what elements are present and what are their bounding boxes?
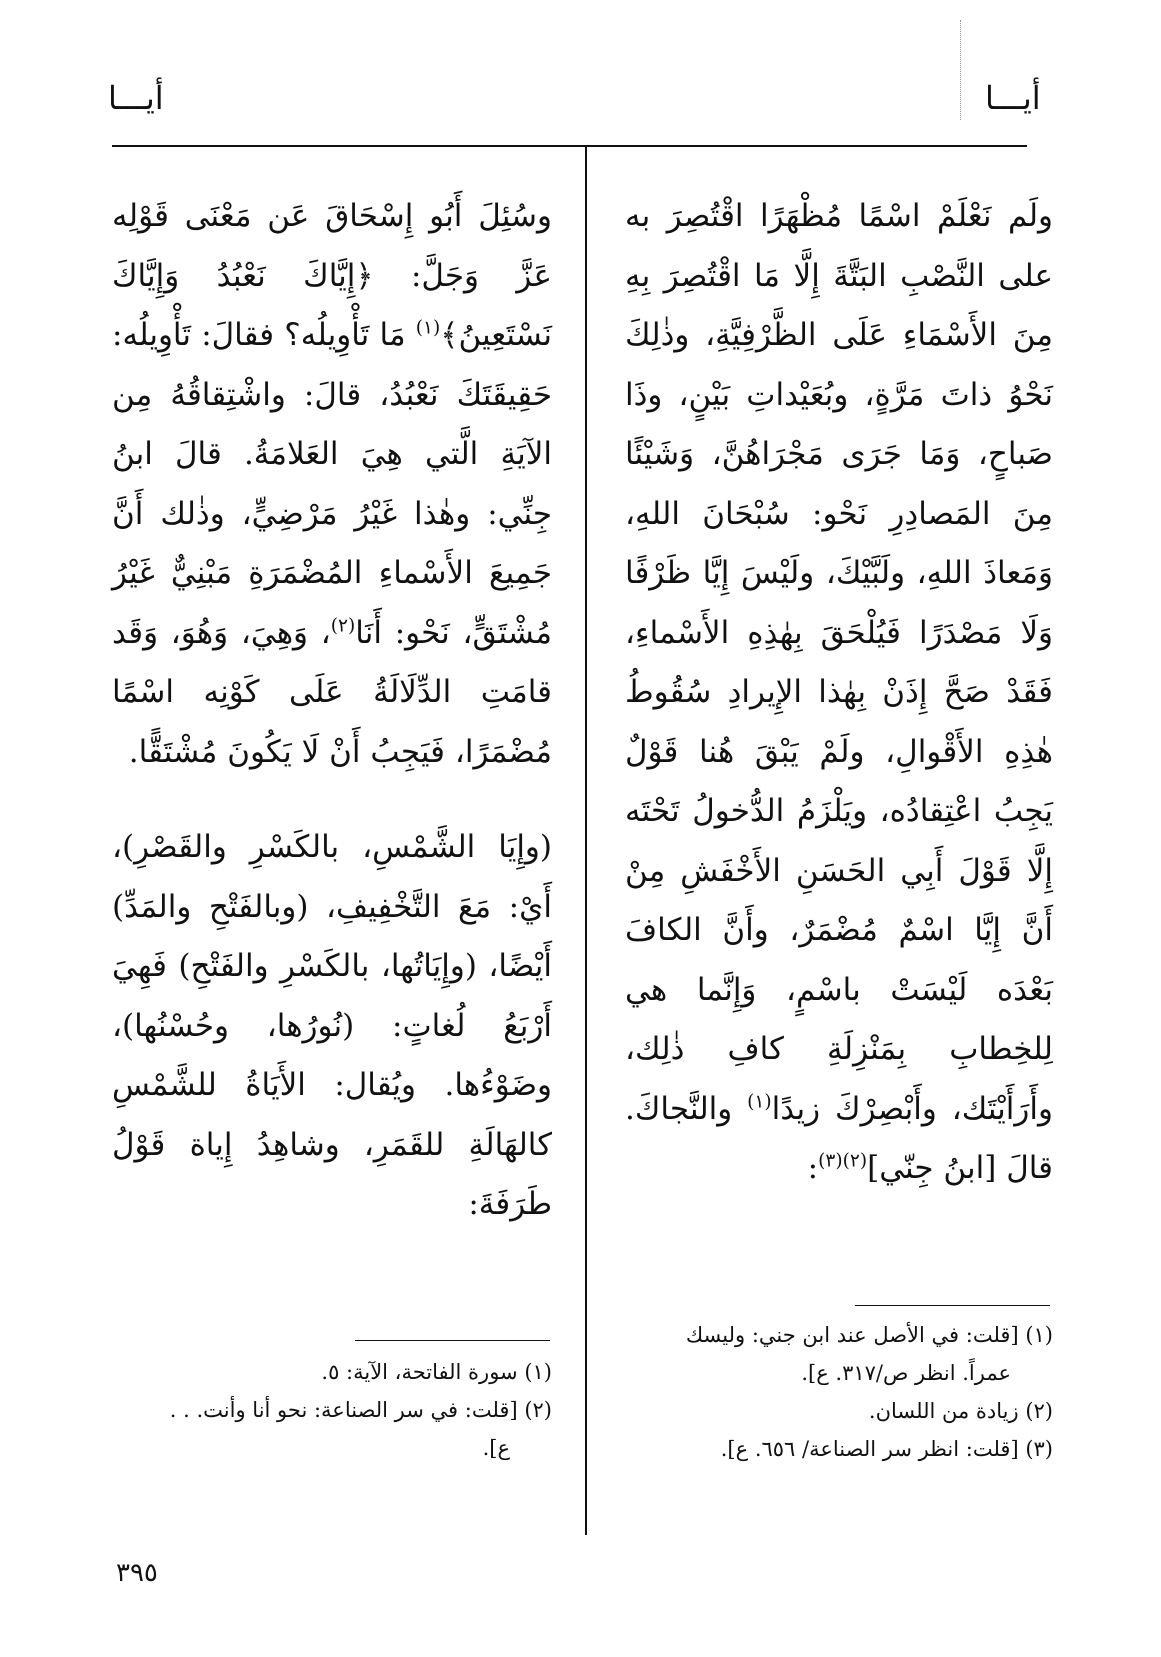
text-run: والنَّجاكَ. قالَ [ابنُ جِنّي]: [625, 1090, 1053, 1186]
footnote-2: (٢) زيادة من اللسان.: [868, 1399, 1053, 1423]
footnote-3: (٣) [قلت: انظر سر الصناعة/ ٦٥٦. ع].: [720, 1437, 1053, 1461]
footnotes-left: [112, 1353, 552, 1467]
footnote-2-continued: ع].: [482, 1436, 510, 1460]
footnote-ref: (١): [415, 317, 441, 339]
right-column-text: [625, 187, 1053, 1199]
text-run: :: [807, 1150, 819, 1186]
fold-mark: [960, 20, 961, 120]
footnotes-right: [625, 1316, 1053, 1468]
footnote-ref: (٢): [330, 615, 356, 637]
footnote-1: (١) سورة الفاتحة، الآية: ٥.: [321, 1360, 552, 1384]
header-rule: [112, 145, 1027, 147]
running-head-right: أيـــا: [985, 79, 1041, 117]
right-paragraph-1: [625, 187, 1053, 1199]
footnote-1-continued: عمراً. انظر ص/٣١٧. ع].: [801, 1361, 1011, 1385]
left-paragraph-1: [112, 187, 552, 782]
running-head-left: أيـــا: [108, 79, 164, 117]
text-run: مَا تَأْوِيلُه؟ فقالَ: تَأْوِيلُه: حَقِيقَتَكَ نَعْبُدُ، قالَ: واشْتِقاقُهُ مِن الآيَةِ الَّتي هِيَ العَلامَةُ. قالَ ابنُ جِنِّي: وهٰذا غَيْرُ مَرْضِيٍّ، وذٰلك أَنَّ جَمِيعَ الأَسْماءِ المُضْمَرَةِ مَبْنِيٌّ غَيْرُ مُشْتَقٍّ، نَحْو: أَنَا: [112, 317, 552, 651]
footnote-2: (٢) [قلت: في سر الصناعة: نحو أنا وأنت. . .: [169, 1398, 552, 1422]
footnote-rule-left: [355, 1340, 550, 1341]
footnote-ref: (٢)(٣): [818, 1150, 868, 1172]
left-column-text: [112, 187, 552, 1235]
page-number: ٣٩٥: [116, 1558, 158, 1588]
footnote-1: (١) [قلت: في الأصل عند ابن جني: وليسك: [685, 1323, 1053, 1347]
left-paragraph-2: (وإِيَا الشَّمْسِ، بالكَسْرِ والقَصْرِ)، أَيْ: مَعَ التَّخْفِيفِ، (وبالفَتْحِ والمَدِّ) أَيْضًا، (وإِيَاتُها، بالكَسْرِ والفَتْحِ) فَهِيَ أَرْبَعُ لُغاتٍ: (نُورُها، وحُسْنُها)، وضَوْءُها. ويُقال: الأَيَاةُ للشَّمْسِ كالهَالَةِ للقَمَرِ، وشاهِدُ إِياة قَوْلُ طَرَفَةَ:: [112, 829, 552, 1222]
footnote-ref: (١): [747, 1091, 772, 1113]
footnote-rule-right: [855, 1305, 1050, 1306]
text-run: وسُئِلَ أَبُو إِسْحَاقَ عَن مَعْنَى قَوْلِه عَزَّ وَجَلَّ: ﴿إِيَّاكَ نَعْبُدُ وَإِيَّاكَ نَسْتَعِينُ﴾: [112, 198, 552, 353]
text-run: ، وَهِيَ، وَهُوَ، وَقَد قامَتِ الدِّلَالَةُ عَلَى كَوْنِه اسْمًا مُضْمَرًا، فَيَجِبُ أَنْ لَا يَكُونَ مُشْتَقًّا.: [112, 614, 552, 770]
text-run: ولَم نَعْلَمْ اسْمًا مُظْهَرًا اقْتُصِرَ به على النَّصْبِ البَتَّةَ إِلَّا مَا اقْتُصِرَ بِهِ مِنَ الأَسْمَاءِ عَلَى الظَّرْفِيَّةِ، وذٰلِكَ نَحْوُ ذاتَ مَرَّةٍ، وبُعَيْداتِ بَيْنٍ، وذَا صَباحٍ، وَمَا جَرَى مَجْرَاهُنَّ، وَشَيْئًا مِنَ المَصادِرِ نَحْو: سُبْحَانَ اللهِ، وَمَعاذَ اللهِ، ولَبَّيْكَ، ولَيْسَ إِيَّا ظَرْفًا وَلَا مَصْدَرًا فَيُلْحَقَ بِهٰذِهِ الأَسْماءِ، فَقَدْ صَحَّ إِذَنْ بِهٰذا الإِيرادِ سُقُوطُ هٰذِهِ الأَقْوالِ، ولَمْ يَبْقَ هُنا قَوْلٌ يَجِبُ اعْتِقادُه، ويَلْزَمُ الدُّخولُ تَحْتَه إِلَّا قَوْلَ أَبِي الحَسَنِ الأَخْفَشِ مِنْ أَنَّ إِيَّا اسْمٌ مُضْمَرٌ، وأَنَّ الكافَ بَعْدَه لَيْسَتْ باسْمٍ، وَإِنَّما هي لِلخِطابِ بِمَنْزِلَةِ كافِ ذٰلِك، وأَرَأَيْتَك، وأَبْصِرْكَ زيدًا: [625, 198, 1053, 1127]
column-divider: [585, 145, 587, 1535]
